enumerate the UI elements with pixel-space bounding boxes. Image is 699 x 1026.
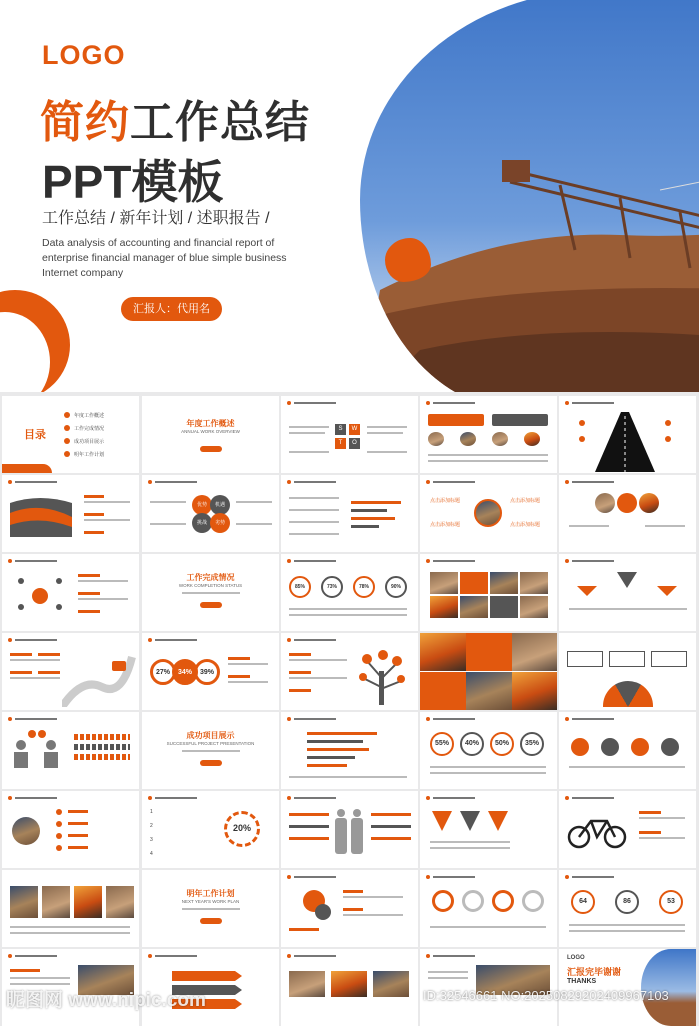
- slide-meeting[interactable]: [2, 712, 139, 789]
- slide-funnels[interactable]: [420, 791, 557, 868]
- slide-swot[interactable]: S W T O: [281, 396, 418, 473]
- slide-icon-tabs[interactable]: [559, 712, 696, 789]
- slide-percent-rings-c[interactable]: 55% 40% 50% 35%: [420, 712, 557, 789]
- slide-donut-row[interactable]: [420, 870, 557, 947]
- slide-cards[interactable]: [420, 396, 557, 473]
- slide-bars[interactable]: [281, 475, 418, 552]
- slide-progress-bars[interactable]: [281, 712, 418, 789]
- end-title: 汇报完毕谢谢: [567, 967, 622, 977]
- slide-toc[interactable]: 目录 年度工作概述 工作完成情况 成功项目展示 明年工作计划: [2, 396, 139, 473]
- slide-silhouettes[interactable]: [281, 791, 418, 868]
- title-orange: 简约: [40, 98, 130, 147]
- slide-burst-20[interactable]: 1 2 3 4 20%: [142, 791, 279, 868]
- slide-semicircle[interactable]: [559, 633, 696, 710]
- slide-percent-rings-b[interactable]: 27% 34% 39%: [142, 633, 279, 710]
- slide-photo-grid[interactable]: [420, 633, 557, 710]
- sky-photo: [360, 0, 699, 392]
- watermark-right: ID:32546661 NO:20250829202409967103: [423, 988, 669, 1003]
- logo: LOGO: [42, 40, 126, 70]
- slide-section-3[interactable]: 成功项目展示 SUCCESSFUL PROJECT PRESENTATION: [142, 712, 279, 789]
- bicycle-icon: [567, 813, 627, 849]
- slide-hub[interactable]: 点击添加标题 点击添加标题 点击添加标题 点击添加标题: [420, 475, 557, 552]
- slide-road[interactable]: [559, 396, 696, 473]
- slide-section-4[interactable]: 明年工作计划 NEXT YEAR'S WORK PLAN: [142, 870, 279, 947]
- slide-ending[interactable]: LOGO 汇报完毕谢谢 THANKS: [559, 949, 696, 1026]
- slide-percent-rings-a[interactable]: 85% 73% 78% 90%: [281, 554, 418, 631]
- watermark-left: 昵图网 www.nipic.com: [6, 990, 206, 1011]
- slide-tree[interactable]: [281, 633, 418, 710]
- english-description: Data analysis of accounting and financial report of enterprise financial manager of blue simple business Internet company: [42, 237, 287, 279]
- title-dark: 工作总结: [130, 98, 310, 147]
- toc-title: 目录: [24, 429, 46, 441]
- slide-wave[interactable]: [2, 475, 139, 552]
- slide-photo-strip[interactable]: [2, 870, 139, 947]
- cover-slide: [0, 0, 699, 392]
- slide-roadmap-truck[interactable]: [2, 633, 139, 710]
- cover-subtitle: 工作总结 / 新年计划 / 述职报告 /: [42, 210, 270, 227]
- slide-hexes[interactable]: [559, 475, 696, 552]
- slide-circles[interactable]: 优势 机遇 挑战 劣势: [142, 475, 279, 552]
- reporter-badge: 汇报人：代用名: [121, 297, 222, 321]
- slide-section-2[interactable]: 工作完成情况 WORK COMPLETION STATUS: [142, 554, 279, 631]
- slide-number-rings[interactable]: 64 86 53: [559, 870, 696, 947]
- slide-icon-grid[interactable]: [559, 554, 696, 631]
- stockpile-conveyor-image: [360, 0, 699, 392]
- cover-title: [40, 86, 310, 150]
- slide-bicycle[interactable]: [559, 791, 696, 868]
- slide-thumbnail-grid: [0, 394, 699, 1024]
- slide-photo-collage[interactable]: [420, 554, 557, 631]
- slide-photo-triplet[interactable]: [281, 949, 418, 1026]
- slide-photo-list[interactable]: [2, 791, 139, 868]
- end-thanks: THANKS: [567, 978, 597, 985]
- orange-accent-blob: [385, 238, 431, 282]
- slide-section-1[interactable]: 年度工作概述 ANNUAL WORK OVERVIEW: [142, 396, 279, 473]
- slide-puzzle[interactable]: [281, 870, 418, 947]
- cover-title-line2: PPT模板: [42, 156, 224, 208]
- slide-people[interactable]: [2, 554, 139, 631]
